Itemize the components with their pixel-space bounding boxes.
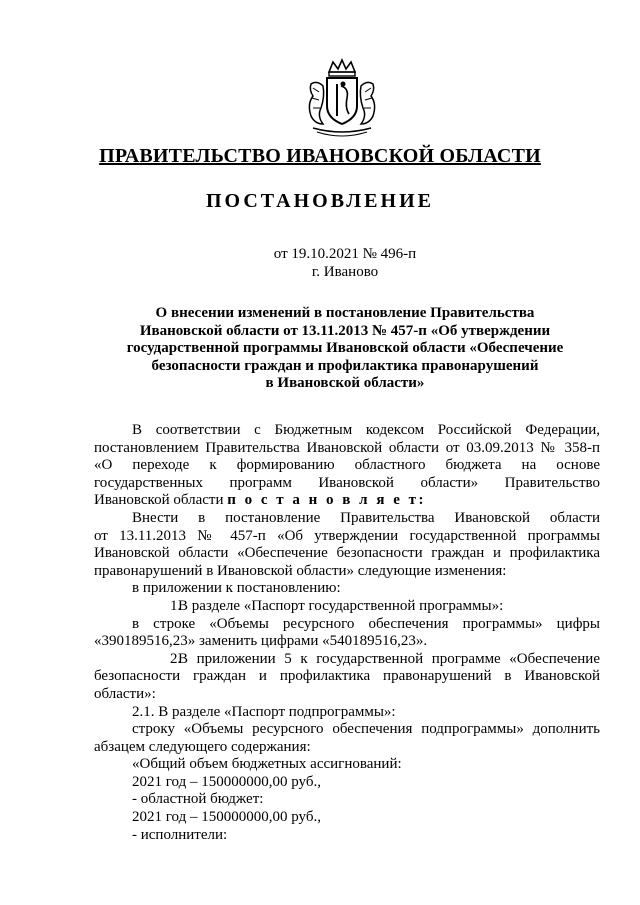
document-heading: [90, 305, 600, 393]
heading-line: Ивановской области от 13.11.2013 № 457-п «Об утверждении: [139, 322, 551, 339]
quote-line: 2021 год – 150000000,00 руб.,: [132, 809, 321, 826]
organization-title: ПРАВИТЕЛЬСТВО ИВАНОВСКОЙ ОБЛАСТИ: [99, 145, 541, 167]
quote-line: 2021 год – 150000000,00 руб.,: [132, 773, 321, 790]
text-line: Ивановской области «Обеспечение безопасности граждан и профилактика: [94, 545, 600, 562]
text-line: «390189516,23» заменить цифрами «540189516,23».: [94, 633, 428, 650]
document-body: [94, 422, 600, 844]
heading-line: О внесении изменений в постановление Правительства: [155, 305, 535, 321]
item-2: [94, 651, 600, 704]
paragraph-subsection: 2.1. В разделе «Паспорт подпрограммы»:: [132, 703, 396, 720]
text-line: безопасности граждан и профилактика правонарушений в Ивановской: [94, 668, 600, 685]
text-line: «О переходе к формированию областного бюджета на основе: [94, 457, 600, 474]
heading-line: безопасности граждан и профилактика правонарушений: [151, 357, 539, 374]
resolves-word: п о с т а н о в л я е т:: [227, 492, 426, 509]
text-line: абзацем следующего содержания:: [94, 738, 311, 755]
text-line: области»:: [94, 685, 156, 702]
item-number: 2.: [170, 650, 182, 667]
coat-of-arms-emblem: [303, 58, 381, 138]
text-line: [94, 492, 600, 510]
text-fragment: Ивановской области: [94, 492, 228, 509]
text-line: Внести в постановление Правительства Ивановской области: [132, 509, 600, 526]
document-type-title: ПОСТАНОВЛЕНИЕ: [206, 190, 434, 212]
heading-line: в Ивановской области»: [265, 375, 425, 391]
quote-line: - областной бюджет:: [132, 791, 264, 808]
paragraph-supplement: [94, 721, 600, 756]
paragraph-preamble: [94, 422, 600, 510]
heading-line: государственной программы Ивановской области «Обеспечение: [126, 340, 564, 356]
paragraph-resource-line: [94, 616, 600, 651]
text-line: государственных программ Ивановской области» Правительство: [94, 474, 600, 491]
paragraph-annex: в приложении к постановлению:: [132, 580, 341, 597]
city-line: г. Иваново: [311, 264, 379, 280]
paragraph-amendment: [94, 510, 600, 580]
text-line: от 13.11.2013 № 457-п «Об утверждении государственной программы: [94, 527, 600, 544]
date-number-line: от 19.10.2021 № 496-п: [273, 246, 417, 262]
text-line: правонарушений в Ивановской области» следующие изменения:: [94, 562, 507, 579]
item-text: В разделе «Паспорт государственной программы»:: [178, 597, 504, 614]
quote-line: - исполнители:: [132, 826, 228, 843]
item-number: 1.: [170, 597, 182, 614]
text-line: постановлением Правительства Ивановской области от 03.09.2013 № 358-п: [94, 439, 600, 456]
text-line: В соответствии с Бюджетным кодексом Российской Федерации,: [132, 422, 600, 438]
text-line: в строке «Объемы ресурсного обеспечения программы» цифры: [132, 615, 600, 632]
item-1: [94, 598, 600, 616]
item-text: В приложении 5 к государственной программе «Обеспечение: [178, 650, 600, 667]
text-line: [94, 651, 600, 669]
text-line: строку «Объемы ресурсного обеспечения подпрограммы» дополнить: [132, 721, 600, 738]
quote-line: «Общий объем бюджетных ассигнований:: [132, 756, 402, 773]
